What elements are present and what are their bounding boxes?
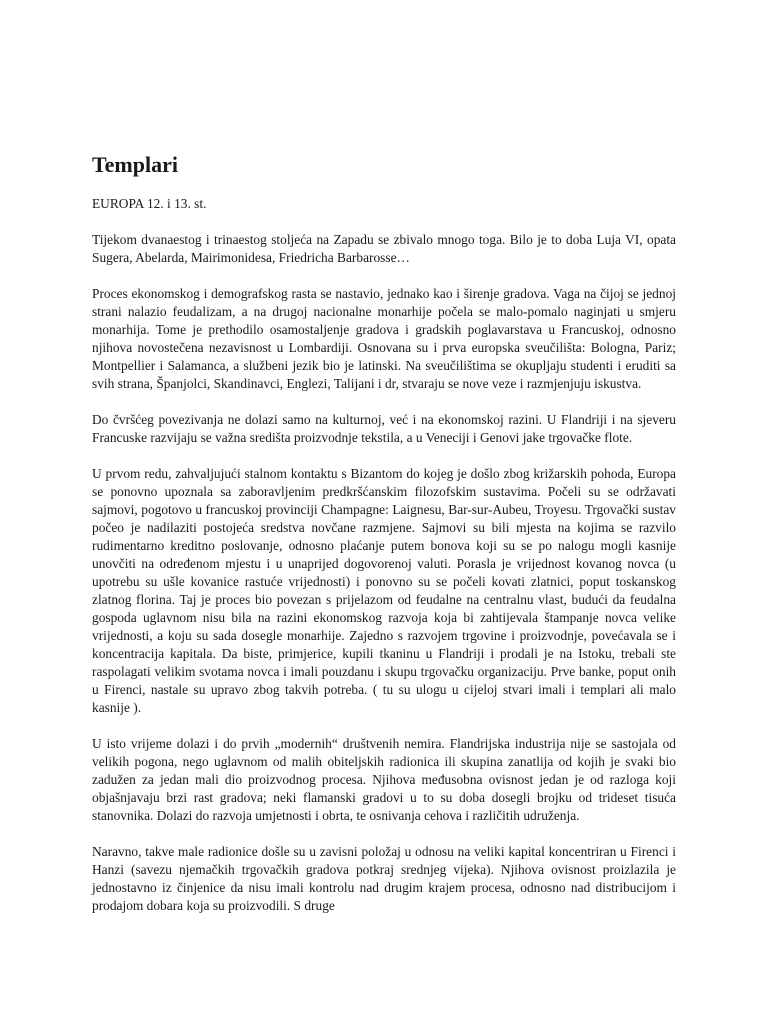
document-title: Templari: [92, 152, 178, 177]
document-subtitle: EUROPA 12. i 13. st.: [92, 196, 207, 211]
paragraph-5: U isto vrijeme dolazi i do prvih „modernih“ društvenih nemira. Flandrijska industrija nije se sastojala od velikih pogona, nego uglavnom od malih obiteljskih radionica ili skupina zanatlija od kojih je svaki bio zadužen za jedan mali dio proizvodnog procesa. Njihova međusobna ovisnost jedan je od razloga koji objašnjavaju brzi rast gradova; neki flamanski gradovi u to su doba dosegli brojku od trideset tisuća stanovnika. Dolazi do razvoja umjetnosti i obrta, te osnivanja cehova i različitih udruženja.: [92, 736, 676, 823]
paragraph-2: Proces ekonomskog i demografskog rasta se nastavio, jednako kao i širenje gradova. Vaga na čijoj se jednoj strani nalazio feudalizam, a na drugoj nacionalne monarhije počela se malo-pomalo naginjati u smjeru monarhija. Tome je prethodilo osamostaljenje gradova i gradskih poglavarstava u Francuskoj, odnosno njihova novostečena nezavisnost u Lombardiji. Osnovana su i prva europska sveučilišta: Bologna, Pariz; Montpellier i Salamanca, a službeni jezik bio je latinski. Na sveučilištima se okupljaju studenti i eruditi sa svih strana, Španjolci, Skandinavci, Englezi, Talijani i dr, stvaraju se nove veze i razmjenjuju iskustva.: [92, 286, 676, 391]
paragraph-6: Naravno, takve male radionice došle su u zavisni položaj u odnosu na veliki kapital koncentriran u Firenci i Hanzi (savezu njemačkih trgovačkih gradova potkraj srednjeg vijeka). Njihova ovisnost proizlazila je jednostavno iz činjenice da nisu imali kontrolu nad drugim krajem procesa, odnosno nad distribucijom i prodajom dobara koja su proizvodili. S druge: [92, 844, 676, 913]
paragraph-4: U prvom redu, zahvaljujući stalnom kontaktu s Bizantom do kojeg je došlo zbog križarskih pohoda, Europa se ponovno upoznala sa zaboravljenim predkršćanskim filozofskim sustavima. Počeli su se održavati sajmovi, pogotovo u francuskoj provinciji Champagne: Laignesu, Bar-sur-Aubeu, Troyesu. Trgovački sustav počeo je nadilaziti postojeća sredstva novčane razmjene. Sajmovi su bili mjesta na kojima se razvilo rudimentarno kreditno poslovanje, odnosno plaćanje putem bonova koji su se po nalogu mogli kasnije unovčiti na određenom mjestu i u unaprijed dogovorenoj valuti. Porasla je vrijednost kovanog novca (u upotrebu su ušle kovanice rastuće vrijednosti) i ponovno su se počeli kovati zlatnici, poput toskanskog zlatnog florina. Taj je proces bio povezan s prijelazom od feudalne na centralnu vlast, budući da feudalna gospoda uglavnom nisu bila na razini ekonomskog razvoja koja bi zahtijevala štampanje novca velike vrijednosti, a koju su sada dosegle monarhije. Zajedno s razvojem trgovine i proizvodnje, povećavala se i koncentracija kapitala. Da biste, primjerice, kupili tkaninu u Flandriji i prodali je na Istoku, trebali ste raspolagati velikim svotama novca i imali pouzdanu i skupu trgovačku organizaciju. Prve banke, poput onih u Firenci, nastale su upravo zbog takvih potreba. ( tu su ulogu u cijeloj stvari imali i templari ali malo kasnije ).: [92, 466, 676, 715]
paragraph-3: Do čvršćeg povezivanja ne dolazi samo na kulturnoj, već i na ekonomskoj razini. U Flandriji i na sjeveru Francuske razvijaju se važna središta proizvodnje tekstila, a u Veneciji i Genovi jake trgovačke flote.: [92, 412, 676, 445]
paragraph-1: Tijekom dvanaestog i trinaestog stoljeća na Zapadu se zbivalo mnogo toga. Bilo je to doba Luja VI, opata Sugera, Abelarda, Mairimonidesa, Friedricha Barbarosse…: [92, 232, 676, 265]
document-page: [92, 150, 676, 933]
